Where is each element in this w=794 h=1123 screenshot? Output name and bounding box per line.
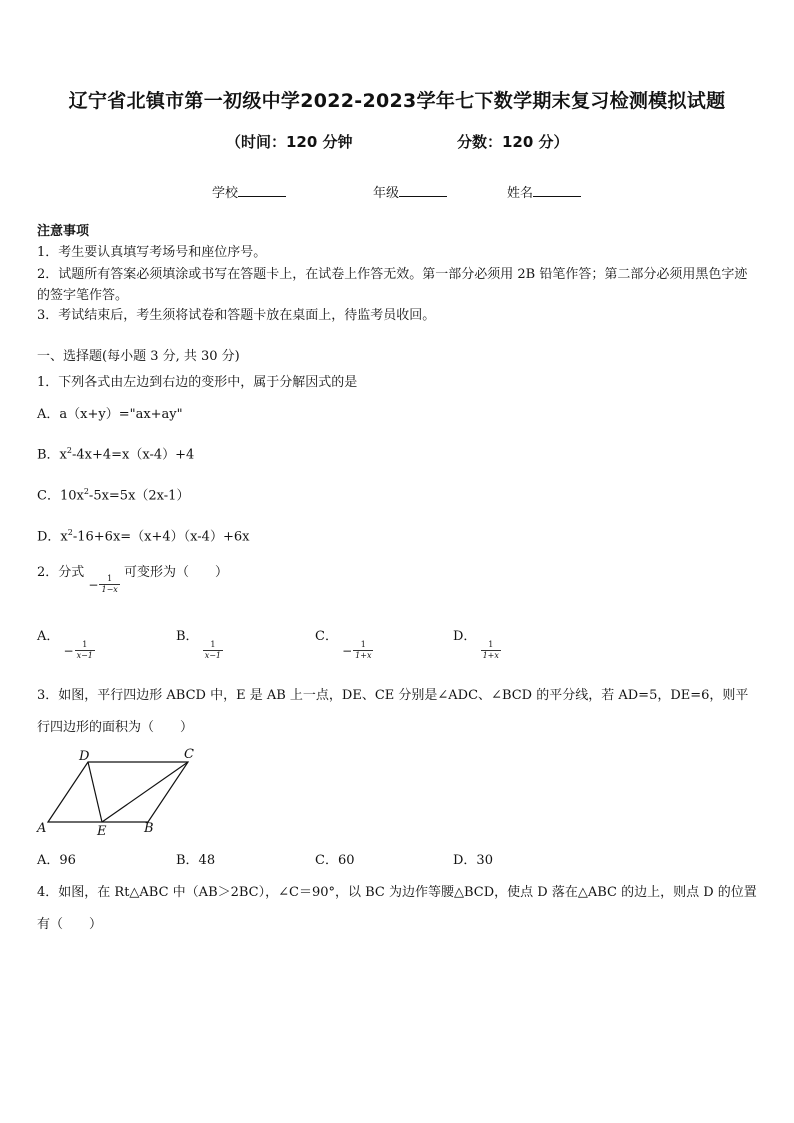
q2-a-label: A． <box>37 629 60 644</box>
point-a-label: A <box>37 821 47 836</box>
q1-stem: 1．下列各式由左边到右边的变形中，属于分解因式的是 <box>37 375 358 390</box>
q2-d-num: 1 <box>488 640 494 649</box>
school-label: 学校 <box>212 186 239 201</box>
q2-option-c[interactable] <box>315 626 373 660</box>
parallelogram-abcd <box>48 762 188 822</box>
q1-option-d[interactable] <box>37 523 249 547</box>
point-d-label: D <box>79 749 90 764</box>
notice-item-1: 1．考生要认真填写考场号和座位序号。 <box>37 245 267 260</box>
q2-stem-fraction <box>88 574 119 595</box>
q2-stem-den: 1−x <box>101 585 118 594</box>
q2-c-sign: − <box>342 643 353 658</box>
q2-stem-num: 1 <box>107 574 113 583</box>
exam-title: 辽宁省北镇市第一初级中学2022-2023学年七下数学期末复习检测模拟试题 <box>68 90 726 112</box>
exam-time: （时间：120 分钟 <box>226 133 353 151</box>
notice-item-3: 3．考试结束后，考生须将试卷和答题卡放在桌面上，待监考员收回。 <box>37 308 436 323</box>
exam-score: 分数：120 分） <box>457 133 569 151</box>
q2-option-d[interactable] <box>453 626 501 660</box>
q1-b-pre: B．x <box>37 447 67 463</box>
q1-b-post: -4x+4=x（x-4）+4 <box>71 447 195 463</box>
point-c-label: C <box>184 747 194 762</box>
q3-parallelogram-figure <box>34 744 204 840</box>
q3-option-b[interactable]: B．48 <box>176 853 216 868</box>
q2-c-label: C． <box>315 629 338 644</box>
notice-heading: 注意事项 <box>37 224 90 239</box>
name-blank <box>533 183 581 197</box>
q2-stem-sign: − <box>88 577 99 592</box>
q1-b-sup: 2 <box>66 446 72 455</box>
q3-option-d[interactable]: D．30 <box>453 853 493 868</box>
q1-option-c[interactable] <box>37 482 189 506</box>
segment-de <box>88 762 102 822</box>
q2-option-a[interactable] <box>37 626 95 660</box>
q2-a-sign: − <box>63 643 74 658</box>
point-e-label: E <box>97 824 107 839</box>
q2-b-num: 1 <box>210 640 216 649</box>
name-label: 姓名 <box>507 186 534 201</box>
segment-ce <box>102 762 188 822</box>
q1-c-post: -5x=5x（2x-1） <box>88 488 190 504</box>
name-field[interactable] <box>507 182 581 201</box>
q1-option-b[interactable] <box>37 441 194 465</box>
q2-stem-pre: 2．分式 <box>37 565 85 580</box>
grade-blank <box>399 183 447 197</box>
notice-item-2: 2．试题所有答案必须填涂或书写在答题卡上，在试卷上作答无效。第一部分必须用 2B 铅笔作答；第二部分必须用黑色字迹的签字笔作答。 <box>37 267 748 303</box>
q2-c-num: 1 <box>360 640 366 649</box>
q1-c-sup: 2 <box>83 487 89 496</box>
school-field[interactable] <box>212 182 286 201</box>
q2-c-den: 1+x <box>355 651 372 660</box>
q1-d-pre: D．x <box>37 529 68 545</box>
section1-heading: 一、选择题(每小题 3 分, 共 30 分) <box>37 349 240 364</box>
school-blank <box>238 183 286 197</box>
q2-stem-post: 可变形为（ ） <box>123 565 228 580</box>
q4-stem: 4．如图，在 Rt△ABC 中（AB＞2BC），∠C＝90°，以 BC 为边作等腰△BCD，使点 D 落在△ABC 的边上，则点 D 的位置有（ ） <box>37 885 757 932</box>
q2-d-label: D． <box>453 629 477 644</box>
q3-option-a[interactable]: A．96 <box>37 853 76 868</box>
q2-d-den: 1+x <box>482 651 499 660</box>
q1-d-sup: 2 <box>67 528 73 537</box>
student-fields <box>0 182 794 200</box>
q2-stem <box>37 562 228 602</box>
exam-info <box>0 131 794 151</box>
q1-c-pre: C．10x <box>37 488 84 504</box>
q1-d-post: -16+6x=（x+4）（x-4）+6x <box>72 529 250 545</box>
point-b-label: B <box>144 821 154 836</box>
q2-a-num: 1 <box>82 640 88 649</box>
grade-field[interactable] <box>373 182 447 201</box>
grade-label: 年级 <box>373 186 400 201</box>
q3-option-c[interactable]: C．60 <box>315 853 355 868</box>
q2-b-label: B． <box>176 629 199 644</box>
q2-a-den: x−1 <box>76 651 93 660</box>
q2-b-den: x−1 <box>204 651 222 660</box>
q2-option-b[interactable] <box>176 626 223 660</box>
q1-option-a[interactable]: A．a（x+y）="ax+ay" <box>37 407 183 422</box>
q3-stem: 3．如图，平行四边形 ABCD 中，E 是 AB 上一点，DE、CE 分别是∠ADC、∠BCD 的平分线，若 AD=5，DE=6，则平行四边形的面积为（ ） <box>37 688 749 735</box>
